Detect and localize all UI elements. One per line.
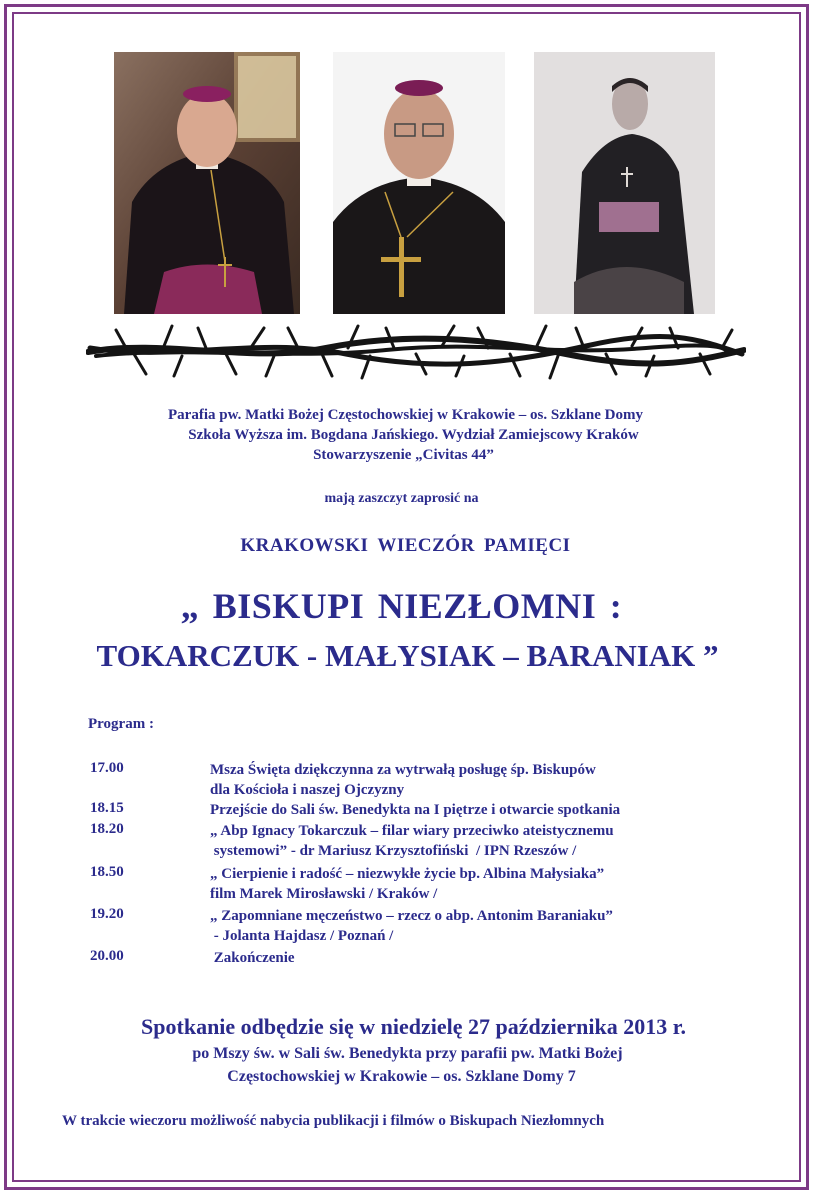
program-description [210, 821, 614, 861]
program-description [210, 800, 620, 820]
organizer-association: Stowarzyszenie „Civitas 44” [313, 447, 494, 463]
program-heading: Program : [88, 716, 154, 732]
program-time: 20.00 [90, 948, 124, 964]
program-description [210, 948, 295, 968]
program-description [210, 906, 613, 946]
organizer-parish: Parafia pw. Matki Bożej Częstochowskiej w Krakowie – os. Szklane Domy [168, 407, 643, 423]
photo-bishop-baraniak [534, 52, 715, 314]
program-line: dla Kościoła i naszej Ojczyzny [210, 782, 405, 798]
program-time: 17.00 [90, 760, 124, 776]
program-time: 18.20 [90, 821, 124, 837]
program-description [210, 864, 604, 904]
organizer-university: Szkoła Wyższa im. Bogdana Jańskiego. Wydział Zamiejscowy Kraków [188, 427, 639, 443]
program-line: film Marek Mirosławski / Kraków / [210, 886, 438, 902]
meeting-date: Spotkanie odbędzie się w niedzielę 27 października 2013 r. [141, 1014, 686, 1039]
program-line: systemowi” - dr Mariusz Krzysztofiński / IPN Rzeszów / [210, 843, 577, 859]
program-line: Przejście do Sali św. Benedykta na I piętrze i otwarcie spotkania [210, 802, 621, 818]
main-title-line1: „ BISKUPI NIEZŁOMNI : [180, 586, 623, 626]
program-line: „ Cierpienie i radość – niezwykłe życie bp. Albina Małysiaka” [210, 866, 605, 882]
footer-note: W trakcie wieczoru możliwość nabycia publikacji i filmów o Biskupach Niezłomnych [62, 1113, 605, 1129]
crown-of-thorns-decoration [86, 318, 746, 384]
program-time: 18.15 [90, 800, 124, 816]
invitation-text: mają zaszczyt zaprosić na [324, 491, 479, 506]
main-title-line2: TOKARCZUK - MAŁYSIAK – BARANIAK ” [96, 638, 719, 673]
program-time: 18.50 [90, 864, 124, 880]
program-line: Zakończenie [210, 950, 295, 966]
event-name: KRAKOWSKI WIECZÓR PAMIĘCI [240, 535, 571, 556]
meeting-location-line1: po Mszy św. w Sali św. Benedykta przy parafii pw. Matki Bożej [192, 1045, 623, 1062]
program-line: Msza Święta dziękczynna za wytrwałą posługę śp. Biskupów [210, 762, 596, 778]
program-description [210, 760, 596, 800]
photo-bishop-tokarczuk [114, 52, 300, 314]
meeting-location-line2: Częstochowskiej w Krakowie – os. Szklane Domy 7 [227, 1068, 576, 1085]
photo-bishop-malysiak [333, 52, 505, 314]
program-line: „ Abp Ignacy Tokarczuk – filar wiary przeciwko ateistycznemu [210, 823, 614, 839]
program-time: 19.20 [90, 906, 124, 922]
program-line: - Jolanta Hajdasz / Poznań / [210, 928, 394, 944]
program-line: „ Zapomniane męczeństwo – rzecz o abp. Antonim Baraniaku” [210, 908, 613, 924]
